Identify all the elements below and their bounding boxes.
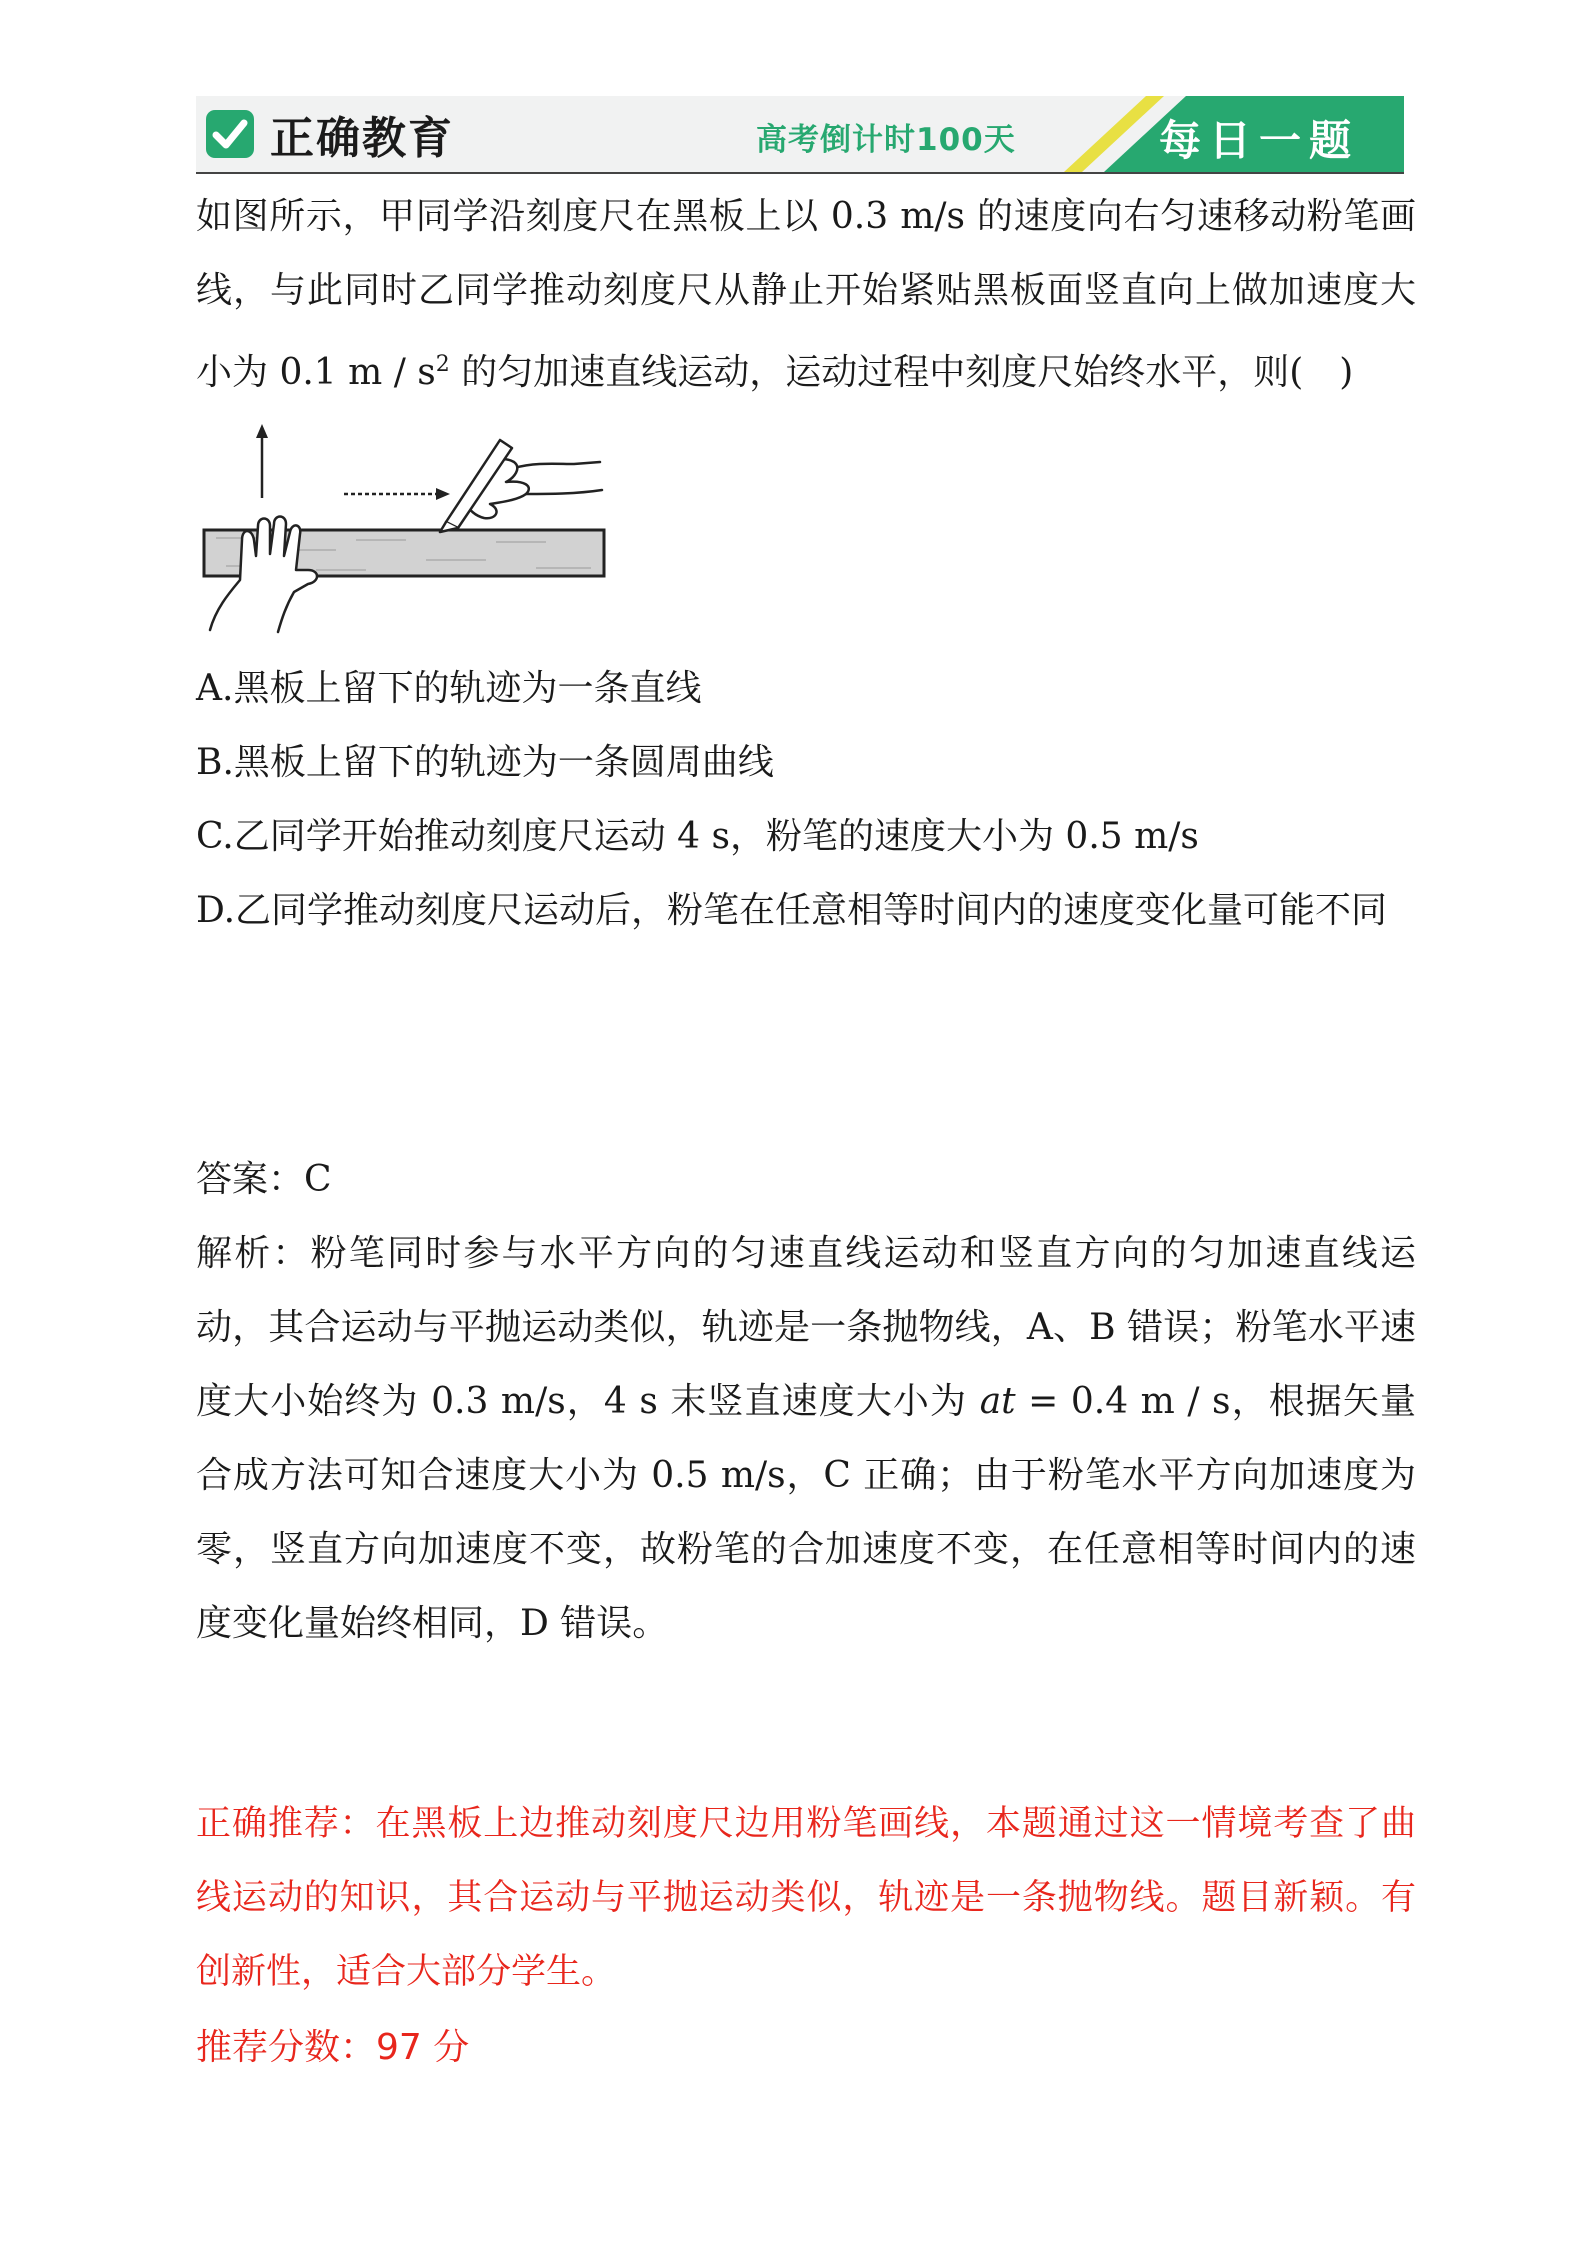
up-arrow-head — [256, 424, 268, 438]
countdown-text: 高考倒计时100天 — [756, 122, 1016, 158]
question-lead-3: 的匀加速直线运动，运动过程中刻度尺始终水平，则( ) — [449, 352, 1354, 393]
analysis-part-1: 解析：粉笔同时参与水平方向的匀速直线运动和竖直方向的匀加速直线运动，其合运动与平抛运动类似，轨迹是一条抛物线，A、B 错误；粉笔水平速度大小始终为 0.3 m/s，4 s 末竖直速度大小为 — [196, 1233, 1416, 1422]
option-d: D.乙同学推动刻度尺运动后，粉笔在任意相等时间内的速度变化量可能不同 — [196, 890, 1388, 931]
question-accel: 0.1 m / s — [279, 352, 436, 393]
question-lead-1: 如图所示，甲同学沿刻度尺在黑板上以 — [196, 196, 831, 237]
brand-name: 正确教育 — [270, 113, 454, 164]
analysis-text — [196, 1217, 1416, 1661]
question-text — [196, 180, 1416, 410]
brand-logo — [204, 106, 454, 162]
analysis-part-2: ，根据矢量合成方法可知合速度大小为 0.5 m/s，C 正确；由于粉笔水平方向加速度为零，竖直方向加速度不变，故粉笔的合加速度不变，在任意相等时间内的速度变化量始终相同，D 错误。 — [196, 1381, 1416, 1644]
right-arrow-head — [436, 488, 450, 500]
option-b: B.黑板上留下的轨迹为一条圆周曲线 — [196, 742, 774, 783]
question-lead-2: 的速度向右匀速移动粉笔画线，与此同时乙同学推动刻度尺从静止开始紧贴黑板面竖直向上做加速度大小为 — [196, 196, 1416, 393]
question-accel-exponent: 2 — [435, 352, 450, 377]
question-speed: 0.3 m/s — [830, 196, 965, 237]
header-banner — [196, 96, 1404, 172]
analysis-formula-rest: = 0.4 m / s — [1015, 1381, 1231, 1422]
option-c: C.乙同学开始推动刻度尺运动 4 s，粉笔的速度大小为 0.5 m/s — [196, 816, 1199, 857]
recommendation-text: 正确推荐：在黑板上边推动刻度尺边用粉笔画线，本题通过这一情境考查了曲线运动的知识，其合运动与平抛运动类似，轨迹是一条抛物线。题目新颖。有创新性，适合大部分学生。 — [196, 1804, 1416, 1992]
ruler-hands-figure — [196, 420, 616, 635]
analysis-formula-var: at — [979, 1381, 1016, 1422]
header-divider — [196, 172, 1404, 174]
checkmark-icon — [204, 108, 256, 160]
right-hand — [440, 440, 602, 532]
answer-text: 答案：C — [196, 1159, 332, 1200]
recommendation-score: 推荐分数：97 分 — [196, 2027, 470, 2068]
option-a: A.黑板上留下的轨迹为一条直线 — [196, 668, 702, 709]
daily-question-label: 每日一题 — [1158, 116, 1359, 165]
